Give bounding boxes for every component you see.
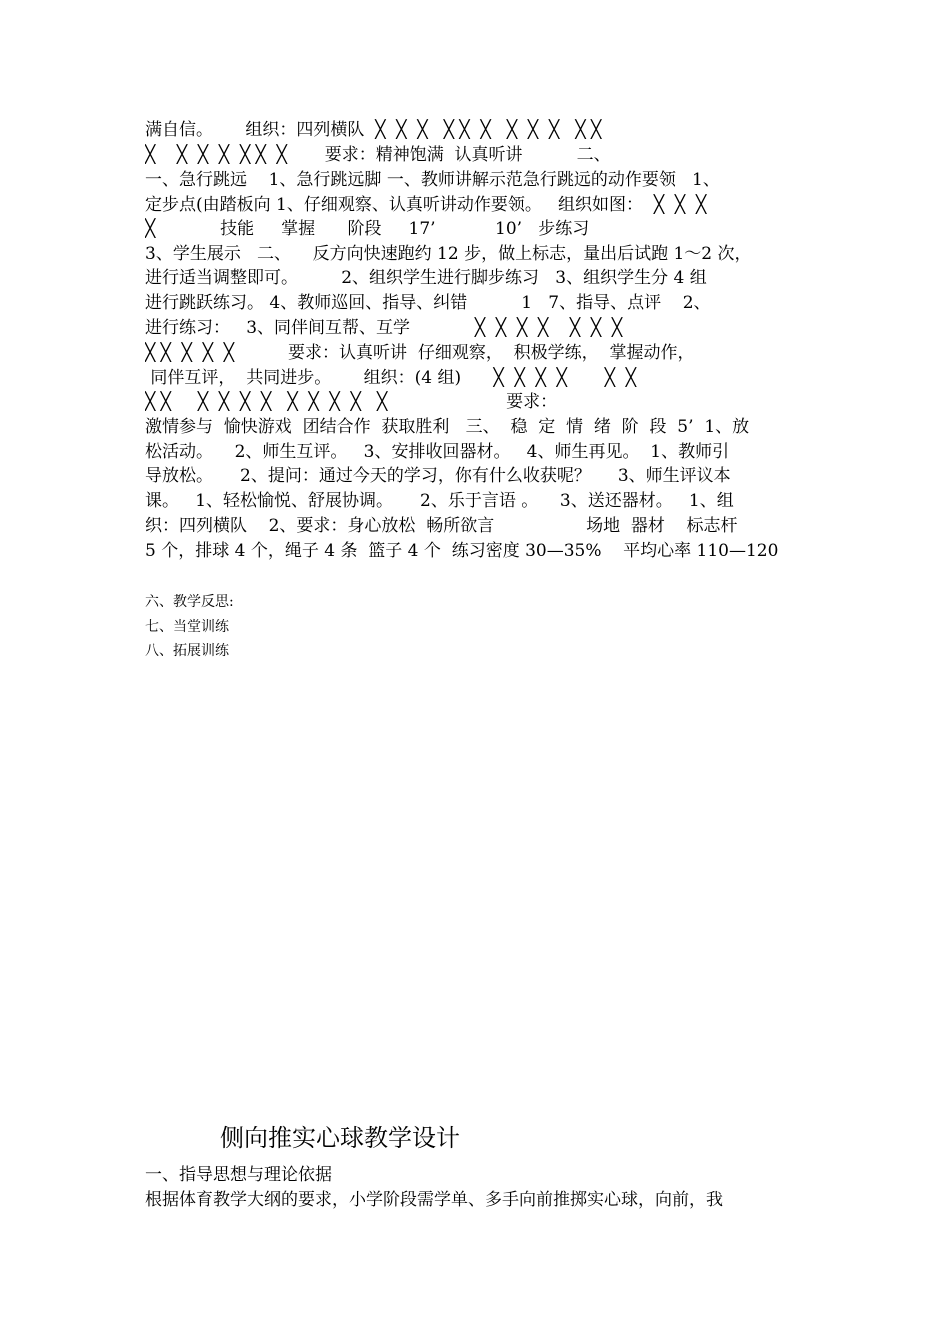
- next-lesson-title: 侧向推实心球教学设计: [220, 1124, 460, 1152]
- body-line: 定步点(由踏板向 1、仔细观察、认真听讲动作要领。 组织如图： ╳ ╳ ╳: [145, 195, 707, 215]
- next-lesson-heading: 一、指导思想与理论依据: [145, 1165, 332, 1185]
- body-line: 5 个，排球 4 个，绳子 4 条 篮子 4 个 练习密度 30—35% 平均心率 110—120: [145, 541, 779, 561]
- body-line: 一、急行跳远 1、急行跳远脚 一、教师讲解示范急行跳远的动作要领 1、: [145, 170, 720, 190]
- body-line: 3、学生展示 二、 反方向快速跑约 12 步，做上标志，量出后试跑 1～2 次，: [145, 244, 752, 264]
- body-line: 满自信。 组织：四列横队 ╳ ╳ ╳ ╳ ╳ ╳ ╳ ╳ ╳ ╳ ╳: [145, 120, 602, 140]
- section-reflection: 六、教学反思:: [145, 594, 234, 610]
- body-line: 导放松。 2、提问：通过今天的学习，你有什么收获呢？ 3、师生评议本: [145, 466, 731, 486]
- body-line: ╳ ╳ ╳ ╳ ╳ 要求：认真听讲 仔细观察， 积极学练， 掌握动作，: [145, 343, 695, 363]
- body-line: 织：四列横队 2、要求：身心放松 畅所欲言 场地 器材 标志杆: [145, 516, 738, 536]
- body-line: ╳ ╳ ╳ ╳ ╳ ╳ ╳ ╳ ╳ ╳ ╳ 要求：: [145, 392, 558, 412]
- body-line: 课。 1、轻松愉悦、舒展协调。 2、乐于言语 。 3、送还器材。 1、组: [145, 491, 734, 511]
- body-line: ╳ 技能 掌握 阶段 17’ 10’ 步练习: [145, 219, 590, 239]
- body-line: 进行跳跃练习。 4、教师巡回、指导、纠错 1 7、指导、点评 2、: [145, 293, 711, 313]
- body-line: ╳ ╳ ╳ ╳ ╳ ╳ ╳ 要求：精神饱满 认真听讲 二、: [145, 145, 611, 165]
- next-lesson-paragraph: 根据体育教学大纲的要求，小学阶段需学单、多手向前推掷实心球，向前，我: [145, 1190, 723, 1210]
- body-line: 进行适当调整即可。 2、组织学生进行脚步练习 3、组织学生分 4 组: [145, 268, 707, 288]
- body-line: 同伴互评， 共同进步。 组织：(4 组) ╳ ╳ ╳ ╳ ╳ ╳: [145, 368, 637, 388]
- section-class-training: 七、当堂训练: [145, 619, 229, 635]
- body-line: 松活动。 2、师生互评。 3、安排收回器材。 4、师生再见。 1、教师引: [145, 442, 730, 462]
- section-extension-training: 八、拓展训练: [145, 643, 229, 659]
- body-line: 进行练习： 3、同伴间互帮、互学 ╳ ╳ ╳ ╳ ╳ ╳ ╳: [145, 318, 623, 338]
- body-line: 激情参与 愉快游戏 团结合作 获取胜利 三、 稳 定 情 绪 阶 段 5’ 1、放: [145, 417, 750, 437]
